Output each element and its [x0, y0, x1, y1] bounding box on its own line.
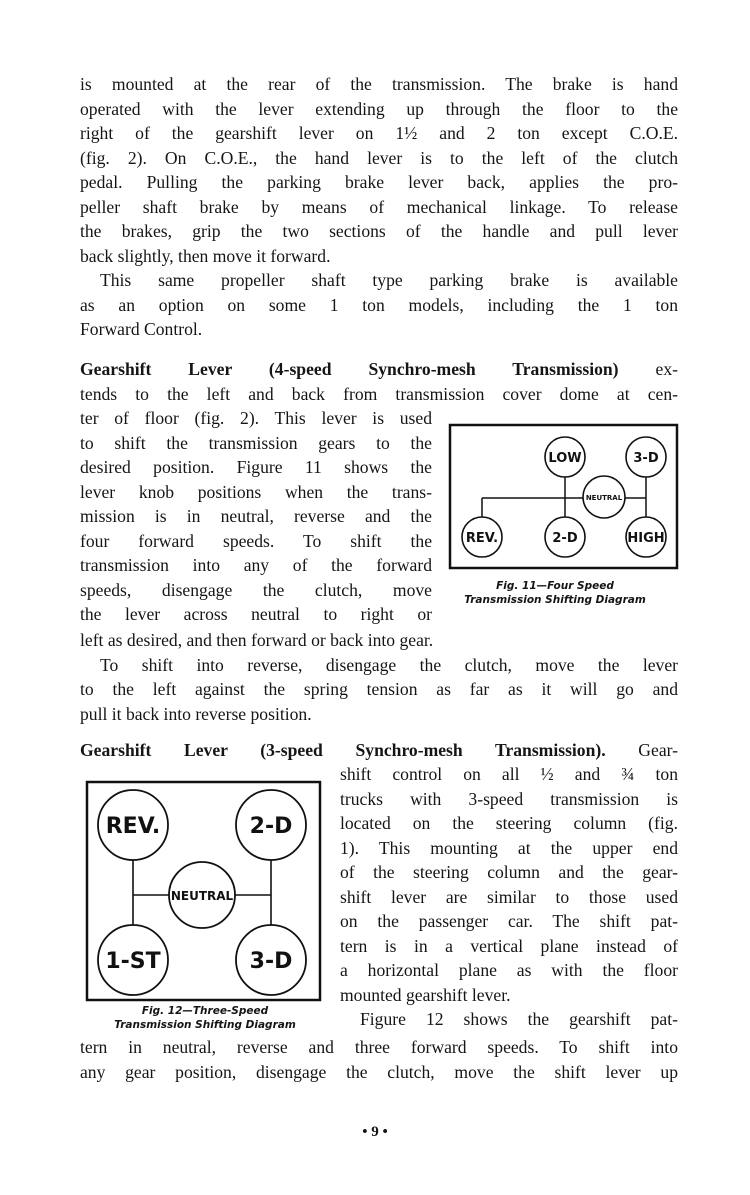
text-line: the brakes, grip the two sections of the handle and pull lever: [80, 221, 678, 241]
text-line: the lever across neutral to right or: [80, 604, 432, 624]
section-3-speed-heading: [80, 738, 678, 763]
text-line: back slightly, then move it forward.: [80, 245, 331, 266]
text-line: right of the gearshift lever on 1½ and 2 ton except C.O.E.: [80, 123, 678, 143]
text-line: operated with the lever extending up through the floor to the: [80, 98, 678, 119]
text-line: pedal. Pulling the parking brake lever back, applies the pro-: [80, 172, 678, 192]
section-4-speed-wrapped-text: [80, 406, 432, 627]
text-line: is mounted at the rear of the transmission. The brake is hand: [80, 74, 678, 94]
text-line: a horizontal plane as with the floor: [340, 960, 678, 980]
text-line: (fig. 2). On C.O.E., the hand lever is to the left of the clutch: [80, 147, 678, 168]
text-line: on the passenger car. The shift pat-: [340, 911, 678, 931]
text-line: lever knob positions when the trans-: [80, 481, 432, 502]
text-line: speeds, disengage the clutch, move: [80, 579, 432, 600]
section-4-speed-heading: [80, 357, 678, 406]
section-4-speed-text: [80, 628, 678, 726]
gear-high-label: HIGH: [627, 531, 665, 546]
run-in-heading: Gearshift Lever (3-speed Synchro-mesh Transmission).: [80, 740, 606, 760]
caption-line: Fig. 11—Four Speed: [496, 580, 614, 592]
text-line: mounted gearshift lever.: [340, 984, 511, 1005]
run-in-heading: Gearshift Lever (4-speed Synchro-mesh Transmission): [80, 359, 619, 379]
text-line: peller shaft brake by means of mechanical linkage. To release: [80, 196, 678, 217]
gear-2d-label: 2-D: [249, 814, 293, 839]
text-line: any gear position, disengage the clutch, move the shift lever up: [80, 1061, 678, 1082]
figure-12-three-speed-diagram: [84, 779, 324, 1003]
text-line: of the steering column and the gear-: [340, 862, 678, 882]
gear-2d-label: 2-D: [552, 531, 578, 546]
text-line: mission is in neutral, reverse and the: [80, 506, 432, 526]
text-line: [80, 357, 678, 382]
gear-low-label: LOW: [548, 451, 582, 466]
caption-line: Transmission Shifting Diagram: [114, 1019, 296, 1031]
text-line: trucks with 3-speed transmission is: [340, 788, 678, 809]
text-line: as an option on some 1 ton models, including the 1 ton: [80, 294, 678, 315]
text-line: left as desired, and then forward or back into gear.: [80, 630, 434, 650]
text-line: transmission into any of the forward: [80, 555, 432, 575]
page-number: • 9 •: [362, 1124, 388, 1140]
paragraph-parking-brake: [80, 72, 678, 342]
section-3-speed-wrapped-text: [340, 762, 678, 1032]
text-line: located on the steering column (fig.: [340, 813, 678, 833]
caption-line: Transmission Shifting Diagram: [464, 594, 646, 606]
section-3-speed-text: [80, 1035, 678, 1084]
figure-11-caption: [440, 579, 670, 607]
gear-rev-label: REV.: [105, 814, 161, 839]
gear-3d-label: 3-D: [633, 451, 659, 466]
text-line: Figure 12 shows the gearshift pat-: [360, 1009, 678, 1029]
text-line: four forward speeds. To shift the: [80, 530, 432, 551]
text-line: tern is in a vertical plane instead of: [340, 935, 678, 956]
figure-11-four-speed-diagram: [448, 423, 680, 571]
text-line: ter of floor (fig. 2). This lever is used: [80, 408, 432, 428]
text-line: tends to the left and back from transmission cover dome at cen-: [80, 383, 678, 404]
gear-1st-label: 1-ST: [105, 949, 161, 974]
text-run: ex-: [618, 359, 678, 379]
text-line: tern in neutral, reverse and three forward speeds. To shift into: [80, 1037, 678, 1057]
caption-line: Fig. 12—Three-Speed: [141, 1005, 269, 1017]
text-line: to the left against the spring tension as far as it will go and: [80, 679, 678, 699]
text-line: This same propeller shaft type parking brake is available: [100, 270, 678, 290]
text-line: shift control on all ½ and ¾ ton: [340, 764, 678, 784]
gear-3d-label: 3-D: [249, 949, 293, 974]
figure-12-caption: [90, 1004, 320, 1032]
text-line: To shift into reverse, disengage the clutch, move the lever: [100, 654, 678, 675]
text-line: desired position. Figure 11 shows the: [80, 457, 432, 477]
text-line: [80, 738, 678, 763]
text-line: Forward Control.: [80, 319, 203, 339]
text-line: pull it back into reverse position.: [80, 703, 312, 724]
text-line: 1). This mounting at the upper end: [340, 837, 678, 858]
gear-neutral-label: NEUTRAL: [585, 494, 623, 502]
gear-rev-label: REV.: [465, 531, 499, 546]
text-line: shift lever are similar to those used: [340, 886, 678, 907]
gear-neutral-label: NEUTRAL: [170, 889, 234, 903]
text-line: to shift the transmission gears to the: [80, 432, 432, 453]
text-run: Gear-: [605, 740, 678, 760]
